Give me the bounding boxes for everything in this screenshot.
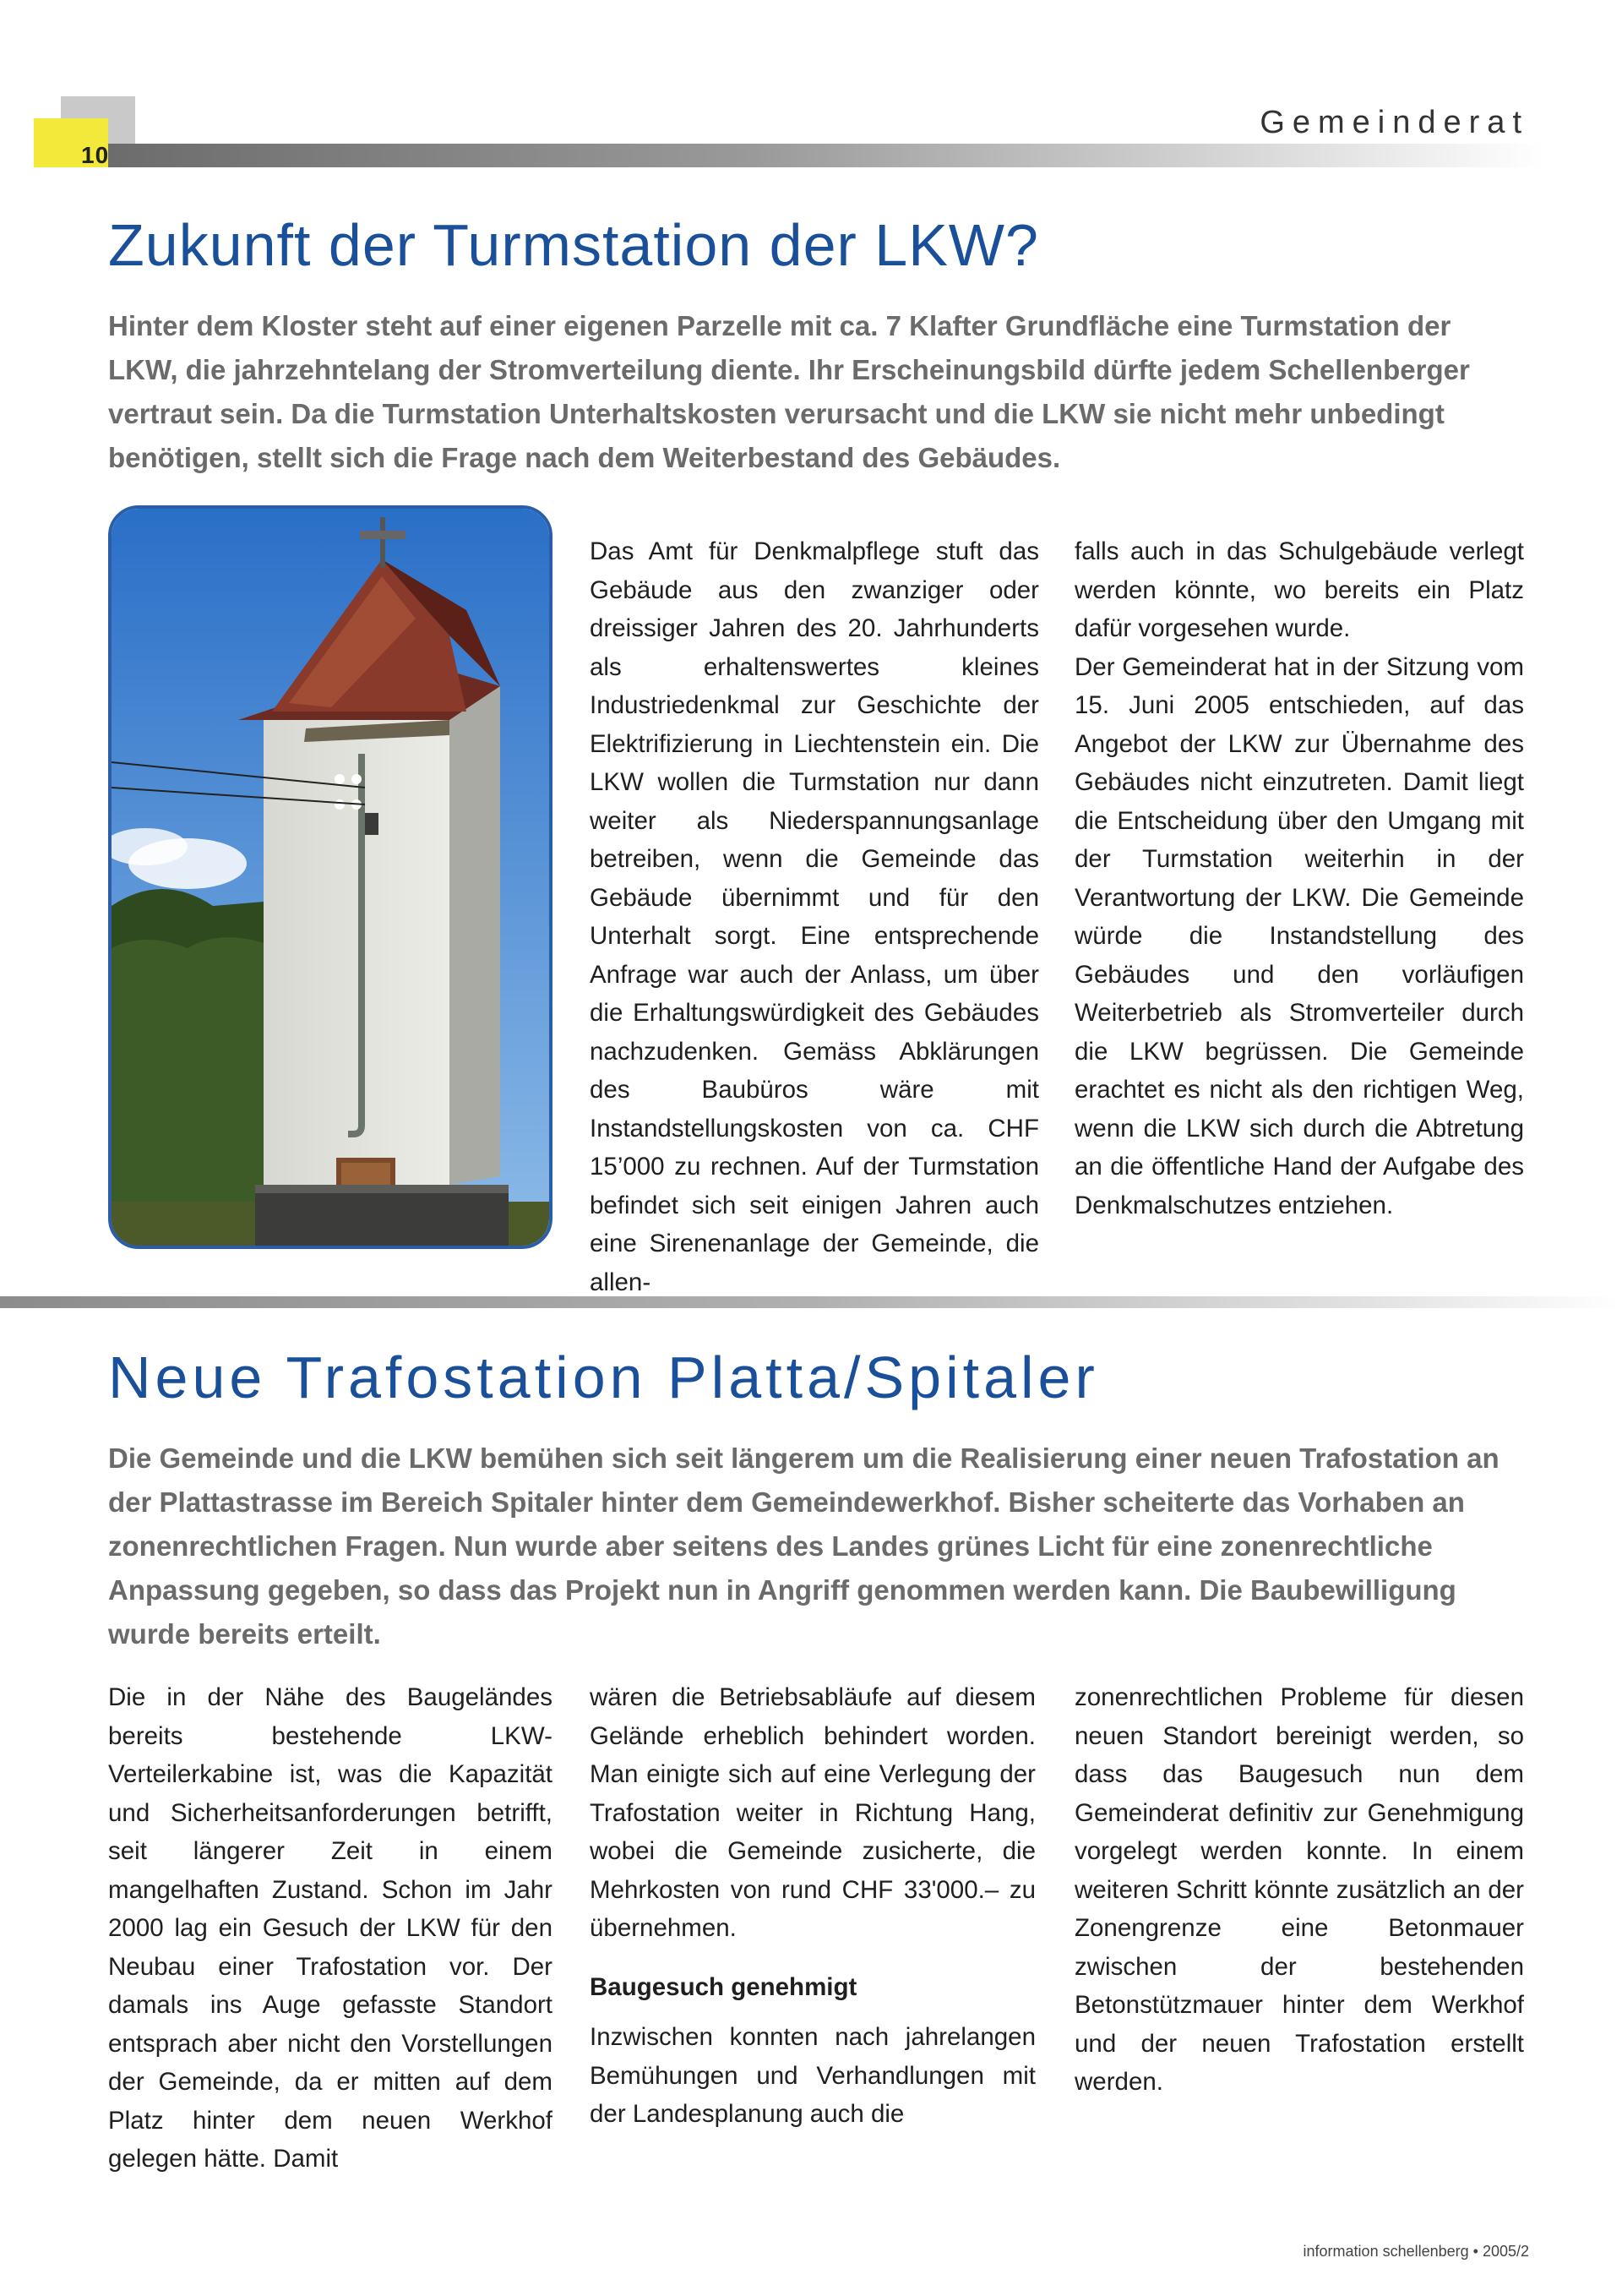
article1-column-1 — [590, 532, 1039, 1301]
article1-column-2 — [1075, 532, 1524, 1224]
tower-station-photo — [108, 505, 552, 1249]
article1-title: Zukunft der Turmstation der LKW? — [108, 212, 1039, 278]
article1-lead: Hinter dem Kloster steht auf einer eigenen Parzelle mit ca. 7 Klafter Grundfläche eine Turmstation der LKW, die jahrzehntelang der Stromverteilung diente. Ihr Erscheinungsbild dürfte jedem Schellenberger vertraut sein. Da die Turmstation Unterhaltskosten verursacht und die LKW sie nicht mehr unbedingt benötigen, stellt sich die Frage nach dem Weiterbestand des Gebäudes. — [108, 310, 1470, 473]
article2-title: Neue Trafostation Platta/Spitaler — [108, 1344, 1099, 1410]
article2-column-1 — [108, 1678, 552, 2179]
article2-col3-text: zonenrechtlichen Probleme für diesen neuen Standort bereinigt werden, so dass das Baugesuch nun dem Gemeinderat definitiv zur Genehmigung vorgelegt werden konnte. In einem weiteren Schritt könnte zusätzlich an der Zonengrenze eine Betonmauer zwischen der bestehenden Betonstützmauer hinter dem Werkhof und der neuen Trafostation erstellt werden. — [1075, 1683, 1524, 2096]
article1-col2-para1: falls auch in das Schulgebäude verlegt werden könnte, wo bereits ein Platz dafür vorgesehen wurde. — [1075, 537, 1524, 642]
header-bar — [108, 144, 1544, 167]
article2-col1-text: Die in der Nähe des Baugeländes bereits bestehende LKW-Verteilerkabine ist, was die Kapazität und Sicherheitsanforderungen betrifft, seit längerer Zeit in einem mangelhaften Zustand. Schon im Jahr 2000 lag ein Gesuch der LKW für den Neubau einer Trafostation vor. Der damals ins Auge gefasste Standort entsprach aber nicht den Vorstellungen der Gemeinde, da er mitten auf dem Platz hinter dem neuen Werkhof gelegen hätte. Damit — [108, 1683, 552, 2173]
section-label: Gemeinderat — [1260, 105, 1529, 140]
article2-col2-para1: wären die Betriebsabläufe auf diesem Gelände erheblich behindert worden. Man einigte sich auf eine Verlegung der Trafostation weiter in Richtung Hang, wobei die Gemeinde zusicherte, die Mehrkosten von rund CHF 33'000.– zu übernehmen. — [590, 1683, 1036, 1942]
article2-col2-para2: Inzwischen konnten nach jahrelangen Bemühungen und Verhandlungen mit der Landesplanung auch die — [590, 2023, 1036, 2128]
page-number: 10 — [81, 142, 110, 168]
section-divider — [0, 1296, 1622, 1308]
article1-col1-text: Das Amt für Denkmalpflege stuft das Gebäude aus den zwanziger oder dreissiger Jahren des 20. Jahrhunderts als erhaltenswertes kleines Industriedenkmal zur Geschichte der Elektrifizierung in Liechtenstein ein. Die LKW wollen die Turmstation nur dann weiter als Niederspannungsanlage betreiben, wenn die Gemeinde das Gebäude übernimmt und für den Unterhalt sorgt. Eine entsprechende Anfrage war auch der Anlass, um über die Erhaltungswürdigkeit des Gebäudes nachzudenken. Gemäss Abklärungen des Baubüros wäre mit Instandstellungskosten von ca. CHF 15’000 zu rechnen. Auf der Turmstation befindet sich seit einigen Jahren auch eine Sirenenanlage der Gemeinde, die allen- — [590, 537, 1039, 1296]
article2-subheading: Baugesuch genehmigt — [590, 1972, 857, 2001]
footer-publication: information schellenberg • 2005/2 — [1303, 2243, 1529, 2260]
article2-column-3 — [1075, 1678, 1524, 2102]
article2-lead: Die Gemeinde und die LKW bemühen sich seit längerem um die Realisierung einer neuen Trafostation an der Plattastrasse im Bereich Spitaler hinter dem Gemeindewerkhof. Bisher scheiterte das Vorhaben an zonenrechtlichen Fragen. Nun wurde aber seitens des Landes grünes Licht für eine zonenrechtliche Anpassung gegeben, so dass das Projekt nun in Angriff genommen werden kann. Die Baubewilligung wurde bereits erteilt. — [108, 1442, 1500, 1650]
article1-col2-para2: Der Gemeinderat hat in der Sitzung vom 15. Juni 2005 entschieden, auf das Angebot der LKW zur Übernahme des Gebäudes nicht einzutreten. Damit liegt die Entscheidung über den Umgang mit der Turmstation weiterhin in der Verantwortung der LKW. Die Gemeinde würde die Instandstellung des Gebäudes und den vorläufigen Weiterbetrieb als Stromverteiler durch die LKW begrüssen. Die Gemeinde erachtet es nicht als den richtigen Weg, wenn die LKW sich durch die Abtretung an die öffentliche Hand der Aufgabe des Denkmalschutzes entziehen. — [1075, 652, 1524, 1219]
article2-column-2 — [590, 1678, 1036, 2134]
